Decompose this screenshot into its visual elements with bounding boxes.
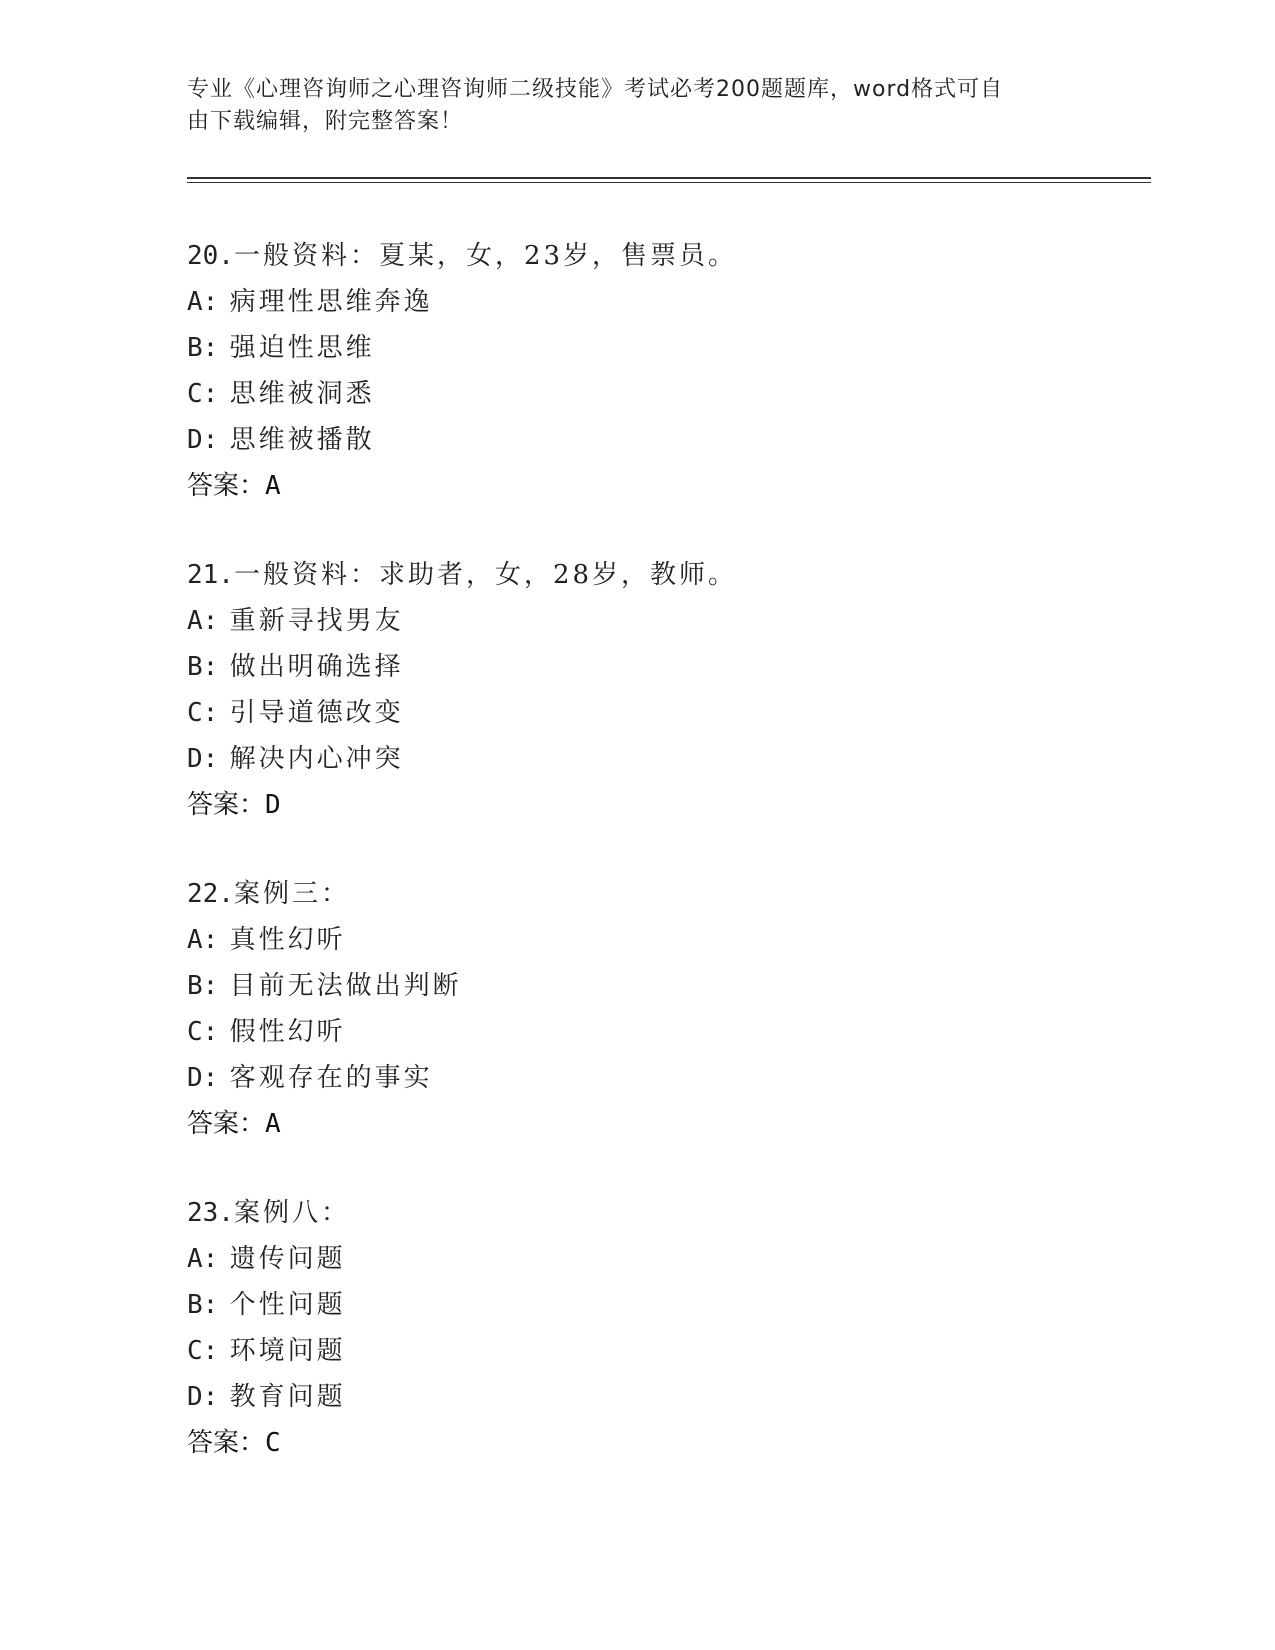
- option-c: [187, 1009, 987, 1055]
- option-c: [187, 690, 987, 736]
- option-d: [187, 1055, 987, 1101]
- question-number: 21.: [187, 560, 234, 590]
- answer-label: 答案：: [187, 1109, 266, 1139]
- answer-label: 答案：: [187, 790, 266, 820]
- question-block: [187, 233, 987, 509]
- option-text: 思维被播散: [229, 425, 375, 455]
- answer-line: [187, 782, 987, 828]
- answer-line: [187, 463, 987, 509]
- option-a: [187, 279, 987, 325]
- option-b: [187, 1282, 987, 1328]
- option-text: 解决内心冲突: [229, 744, 404, 774]
- question-number: 20.: [187, 241, 234, 271]
- answer-label: 答案：: [187, 471, 266, 501]
- answer-line: [187, 1101, 987, 1147]
- option-key: C:: [187, 698, 219, 728]
- option-key: C:: [187, 1017, 219, 1047]
- question-text: 案例八：: [233, 1198, 350, 1228]
- option-key: D:: [187, 744, 219, 774]
- header-line-2: 由下载编辑，附完整答案！: [187, 109, 464, 134]
- option-a: [187, 598, 987, 644]
- option-key: A:: [187, 1244, 219, 1274]
- question-number: 23.: [187, 1198, 234, 1228]
- question-block: [187, 1190, 987, 1466]
- option-key: D:: [187, 425, 219, 455]
- option-key: B:: [187, 1290, 219, 1320]
- header-line-1: 专业《心理咨询师之心理咨询师二级技能》考试必考200题题库，word格式可自: [187, 77, 1004, 102]
- option-a: [187, 1236, 987, 1282]
- question-stem: [187, 552, 987, 598]
- header-divider: [187, 177, 1151, 183]
- answer-line: [187, 1420, 987, 1466]
- option-key: A:: [187, 925, 219, 955]
- option-b: [187, 963, 987, 1009]
- option-d: [187, 1374, 987, 1420]
- question-stem: [187, 233, 987, 279]
- question-block: [187, 552, 987, 828]
- option-text: 教育问题: [229, 1382, 346, 1412]
- option-key: D:: [187, 1063, 219, 1093]
- question-text: 一般资料：夏某，女，23岁，售票员。: [233, 241, 738, 271]
- option-text: 引导道德改变: [229, 698, 404, 728]
- option-text: 环境问题: [229, 1336, 346, 1366]
- answer-value: A: [265, 471, 281, 501]
- option-d: [187, 417, 987, 463]
- option-key: C:: [187, 1336, 219, 1366]
- option-key: C:: [187, 379, 219, 409]
- answer-value: D: [265, 790, 281, 820]
- question-text: 案例三：: [233, 879, 350, 909]
- option-c: [187, 1328, 987, 1374]
- option-text: 强迫性思维: [229, 333, 375, 363]
- option-b: [187, 325, 987, 371]
- option-text: 遗传问题: [229, 1244, 346, 1274]
- option-text: 真性幻听: [229, 925, 346, 955]
- option-a: [187, 917, 987, 963]
- question-number: 22.: [187, 879, 234, 909]
- option-text: 思维被洞悉: [229, 379, 375, 409]
- option-text: 病理性思维奔逸: [229, 287, 433, 317]
- option-text: 重新寻找男友: [229, 606, 404, 636]
- option-b: [187, 644, 987, 690]
- option-text: 假性幻听: [229, 1017, 346, 1047]
- option-text: 做出明确选择: [229, 652, 404, 682]
- option-text: 目前无法做出判断: [229, 971, 462, 1001]
- option-key: B:: [187, 333, 219, 363]
- option-text: 个性问题: [229, 1290, 346, 1320]
- option-text: 客观存在的事实: [229, 1063, 433, 1093]
- document-header: [187, 74, 1087, 138]
- answer-label: 答案：: [187, 1428, 266, 1458]
- question-stem: [187, 871, 987, 917]
- option-c: [187, 371, 987, 417]
- option-key: B:: [187, 652, 219, 682]
- option-key: B:: [187, 971, 219, 1001]
- option-key: A:: [187, 606, 219, 636]
- option-d: [187, 736, 987, 782]
- option-key: D:: [187, 1382, 219, 1412]
- question-text: 一般资料：求助者，女，28岁，教师。: [233, 560, 738, 590]
- question-stem: [187, 1190, 987, 1236]
- answer-value: A: [265, 1109, 281, 1139]
- option-key: A:: [187, 287, 219, 317]
- answer-value: C: [265, 1428, 281, 1458]
- question-block: [187, 871, 987, 1147]
